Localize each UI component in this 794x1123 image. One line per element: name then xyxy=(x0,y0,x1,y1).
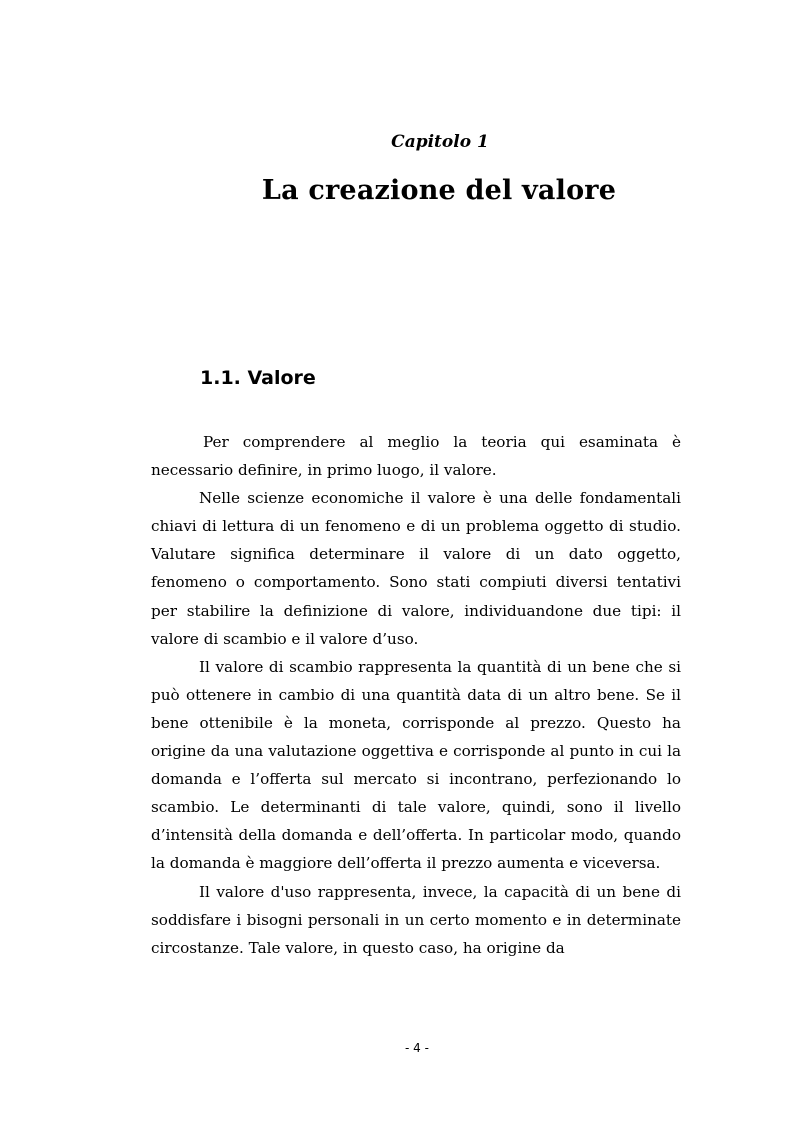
chapter-label: Capitolo 1 xyxy=(391,132,489,152)
chapter-title: La creazione del valore xyxy=(261,175,617,206)
body-text xyxy=(151,428,681,962)
paragraph: Il valore d'uso rappresenta, invece, la capacità di un bene di soddisfare i bisogni personali in un certo momento e in determinate circostanze. Tale valore, in questo caso, ha origine da xyxy=(151,882,681,957)
page-number: - 4 - xyxy=(405,1041,429,1055)
paragraph: Per comprendere al meglio la teoria qui esaminata è necessario definire, in primo luogo, il valore. xyxy=(151,433,681,480)
paragraph: Nelle scienze economiche il valore è una delle fondamentali chiavi di lettura di un fenomeno e di un problema oggetto di studio. Valutare significa determinare il valore di un dato oggetto, fenomeno o comportamento. Sono stati compiuti diversi tentativi per stabilire la definizione di valore, individuandone due tipi: il valore di scambio e il valore d’uso. xyxy=(151,489,681,648)
paragraph: Il valore di scambio rappresenta la quantità di un bene che si può ottenere in cambio di una quantità data di un altro bene. Se il bene ottenibile è la moneta, corrisponde al prezzo. Questo ha origine da una valutazione oggettiva e corrisponde al punto in cui la domanda e l’offerta sul mercato si incontrano, perfezionando lo scambio. Le determinanti di tale valore, quindi, sono il livello d’intensità della domanda e dell’offerta. In particolar modo, quando la domanda è maggiore dell’offerta il prezzo aumenta e viceversa. xyxy=(151,657,681,873)
section-heading: 1.1. Valore xyxy=(200,367,316,389)
